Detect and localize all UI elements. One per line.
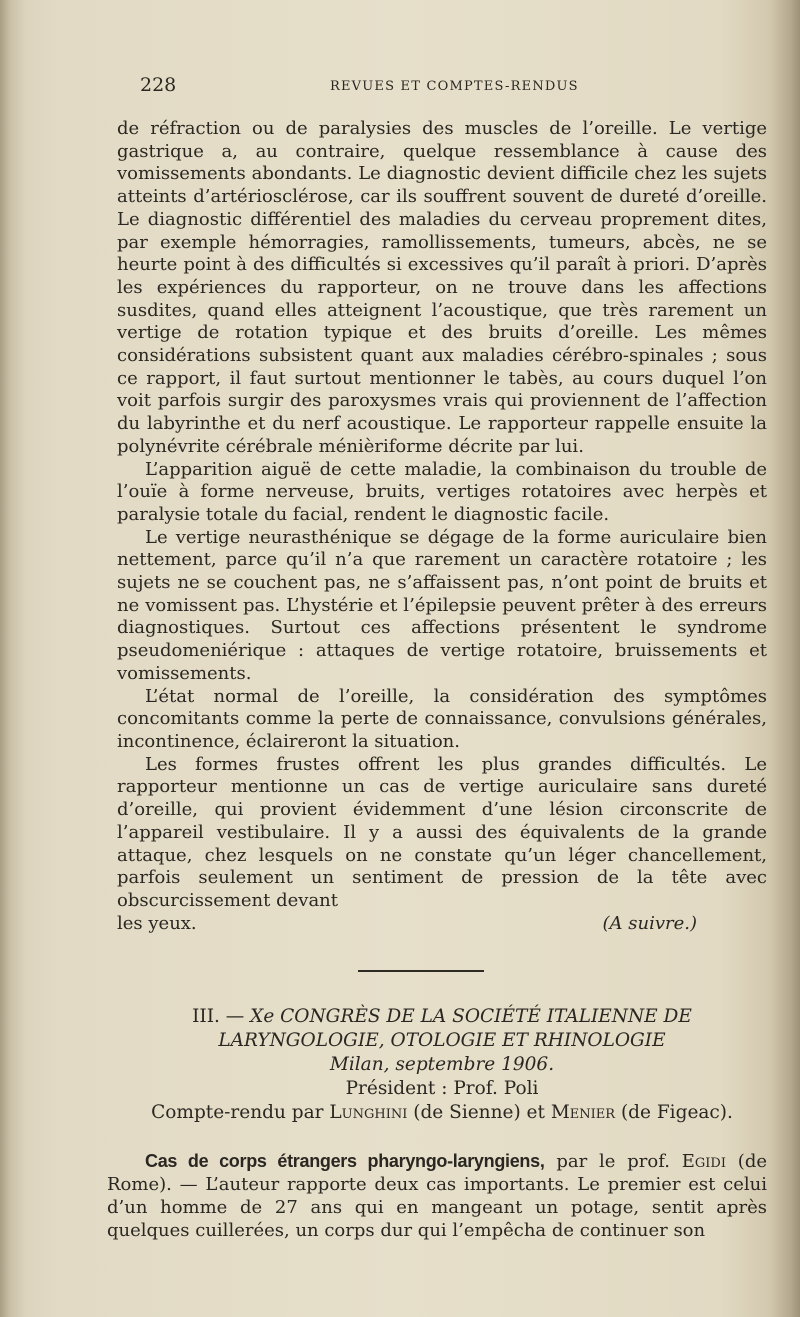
reporter-name: Lunghini bbox=[329, 1102, 408, 1123]
reporter-name: Menier bbox=[550, 1102, 616, 1123]
closing-words: les yeux. bbox=[117, 912, 197, 934]
article-paragraph bbox=[107, 1150, 767, 1242]
author-name: Egidi bbox=[681, 1151, 726, 1172]
article-title: Cas de corps étrangers pharyngo-laryngiens, bbox=[145, 1151, 545, 1171]
section-divider bbox=[358, 970, 484, 972]
paragraph: Les formes frustes offrent les plus grandes difficultés. Le rapporteur mentionne un cas de vertige auriculaire sans dureté d’oreille, qui provient évidemment d’une lésion circonscrite de l’appareil vestibulaire. Il y a aussi des équivalents de la grande attaque, chez lesquels on ne constate qu’un léger chancellement, parfois seulement un sentiment de pression de la tête avec obscurcissement devant bbox=[117, 753, 767, 911]
section-title-line1 bbox=[117, 1005, 767, 1029]
paragraph-end bbox=[117, 913, 767, 936]
place-date: Milan, septembre 1906. bbox=[329, 1054, 555, 1075]
article-body: (de Rome). — L’auteur rapporte deux cas importants. Le premier est celui d’un homme de 27 ans qui en mangeant un potage, sentit après quelques cuillerées, un corps dur qui l’empêcha de continuer son bbox=[107, 1151, 767, 1241]
report-prefix: Compte-rendu par bbox=[151, 1102, 324, 1123]
reporter-place: (de Sienne) et bbox=[413, 1102, 545, 1123]
page-number: 228 bbox=[140, 74, 177, 96]
section-heading bbox=[117, 1005, 767, 1125]
paragraph: L’état normal de l’oreille, la considération des symptômes concomitants comme la perte de connaissance, convulsions générales, incontinence, éclaireront la situation. bbox=[117, 685, 767, 752]
report-credit bbox=[117, 1101, 767, 1125]
paragraph: L’apparition aiguë de cette maladie, la combinaison du trouble de l’ouïe à forme nerveuse, bruits, vertiges rotatoires avec herpès et paralysie totale du facial, rendent le diagnostic facile. bbox=[117, 458, 767, 525]
running-header bbox=[140, 74, 760, 104]
paragraph: Le vertige neurasthénique se dégage de la forme auriculaire bien nettement, parce qu’il n’a que rarement un caractère rotatoire ; les sujets ne se couchent pas, ne s’affaissent pas, n’ont point de bruits et ne vomissent pas. L’hystérie et l’épilepsie peuvent prêter à des erreurs diagnostiques. Surtout ces affections présentent le syndrome pseudomeniérique : attaques de vertige rotatoire, bruissements et vomissements. bbox=[117, 526, 767, 684]
president: Président : Prof. Poli bbox=[345, 1078, 539, 1099]
to-be-continued: (A suivre.) bbox=[602, 912, 697, 934]
article-text bbox=[107, 1150, 767, 1242]
running-title: REVUES ET COMPTES-RENDUS bbox=[330, 79, 579, 94]
section-title-line2: LARYNGOLOGIE, OTOLOGIE ET RHINOLOGIE bbox=[218, 1030, 666, 1051]
paragraph: de réfraction ou de paralysies des muscles de l’oreille. Le vertige gastrique a, au contraire, quelque ressemblance à cause des vomissements abondants. Le diagnostic devient difficile chez les sujets atteints d’artériosclérose, car ils souffrent souvent de dureté d’oreille. Le diagnostic différentiel des maladies du cerveau proprement dites, par exemple hémorragies, ramollissements, tumeurs, abcès, ne se heurte point à des difficultés si excessives qu’il paraît à priori. D’après les expériences du rapporteur, on ne trouve dans les affections susdites, quand elles atteignent l’acoustique, que très rarement un vertige de rotation typique et des bruits d’oreille. Les mêmes considérations subsistent quant aux maladies cérébro-spinales ; sous ce rapport, il faut surtout mentionner le tabès, au cours duquel l’on voit parfois surgir des paroxysmes vrais qui proviennent de l’affection du labyrinthe et du nerf acoustique. Le rapporteur rappelle ensuite la polynévrite cérébrale ménièriforme décrite par lui. bbox=[117, 118, 767, 457]
reporter-place: (de Figeac). bbox=[620, 1102, 733, 1123]
section-numeral: III. — bbox=[192, 1006, 245, 1027]
congress-title: Xe CONGRÈS DE LA SOCIÉTÉ ITALIENNE DE bbox=[250, 1006, 692, 1027]
byline: par le prof. bbox=[556, 1151, 670, 1172]
main-text bbox=[117, 118, 767, 935]
